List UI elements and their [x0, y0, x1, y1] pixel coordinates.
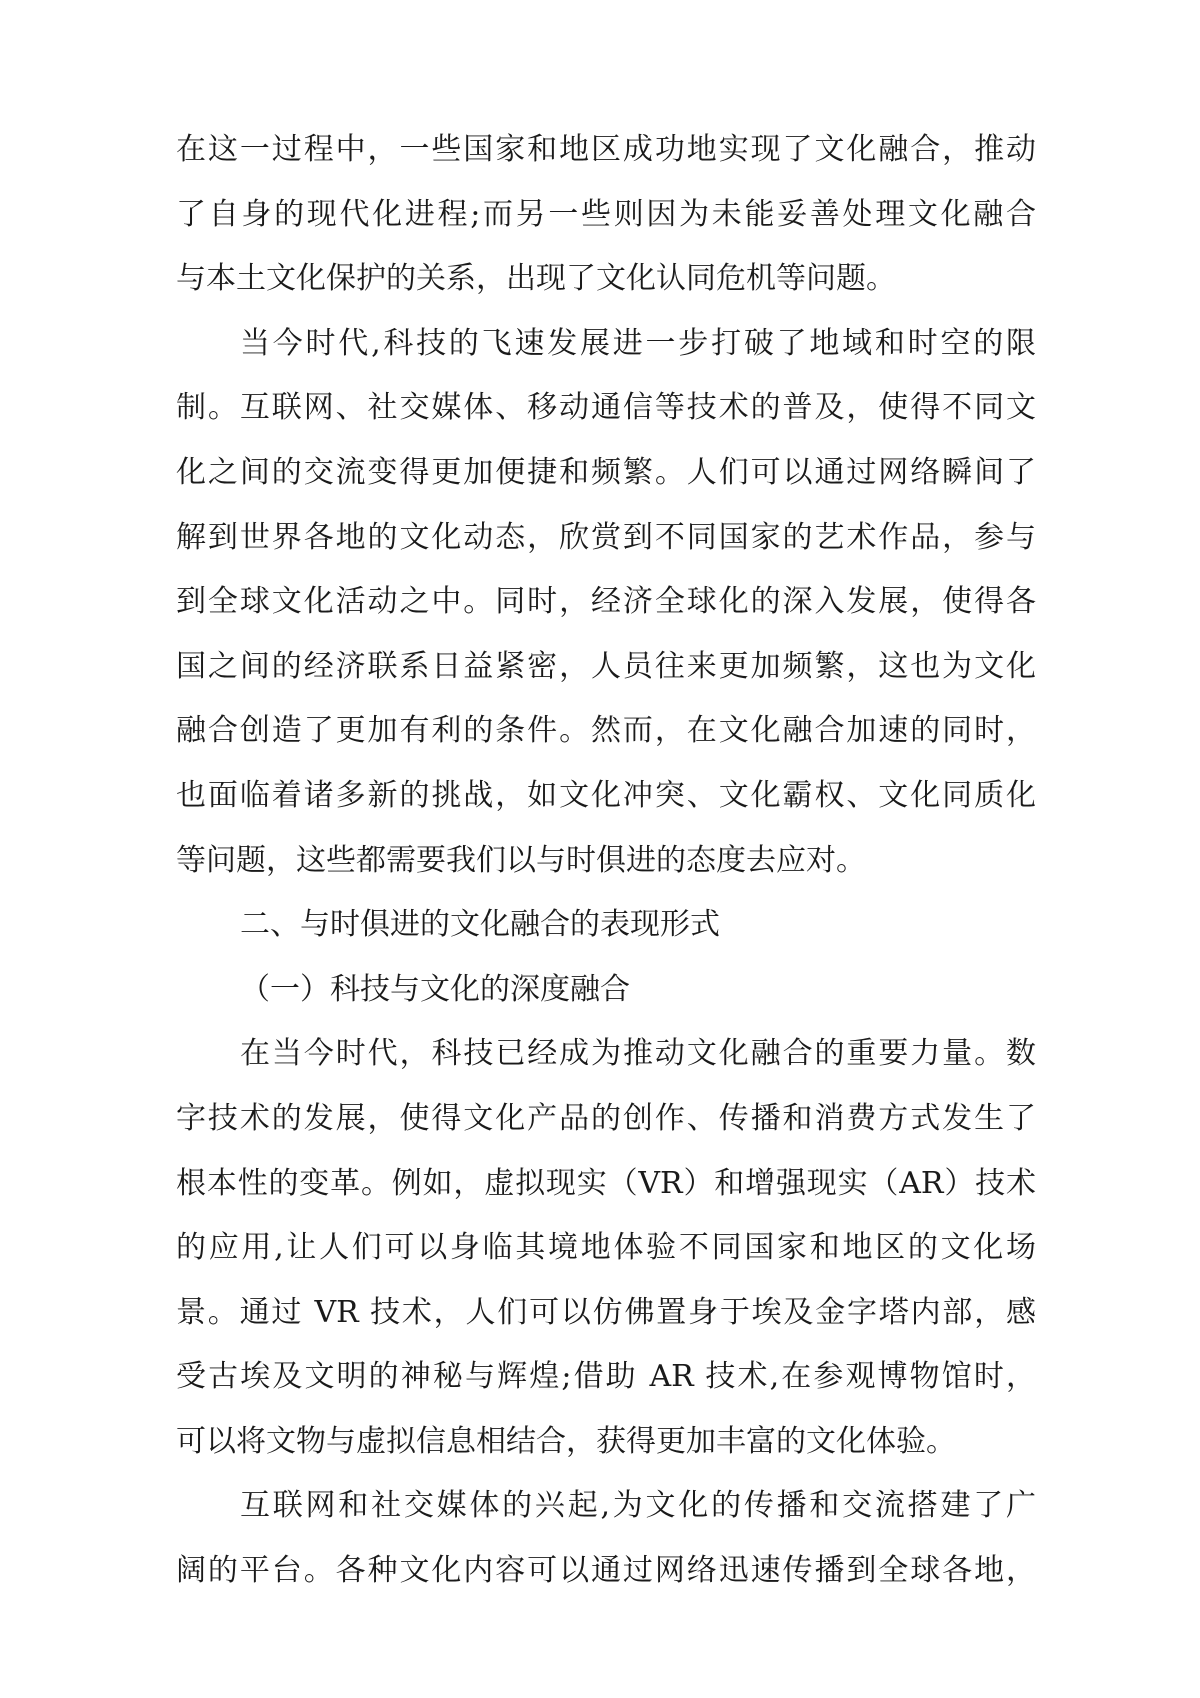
text-line: 了自身的现代化进程;而另一些则因为未能妥善处理文化融合 — [176, 196, 1036, 232]
text-line: 到全球文化活动之中。同时，经济全球化的深入发展，使得各 — [176, 584, 1036, 620]
paragraph — [176, 1022, 1036, 1474]
text-line: 也面临着诸多新的挑战，如文化冲突、文化霸权、文化同质化 — [176, 777, 1036, 813]
text-line: 解到世界各地的文化动态，欣赏到不同国家的艺术作品，参与 — [176, 519, 1036, 555]
text-line: 当今时代,科技的飞速发展进一步打破了地域和时空的限 — [240, 325, 1036, 361]
text-line: 景。通过 VR 技术，人们可以仿佛置身于埃及金字塔内部，感 — [176, 1294, 1036, 1330]
paragraph — [176, 118, 1036, 312]
section-heading — [176, 893, 1036, 958]
text-line: 在这一过程中，一些国家和地区成功地实现了文化融合，推动 — [176, 132, 1036, 167]
paragraph — [176, 312, 1036, 893]
text-line: 受古埃及文明的神秘与辉煌;借助 AR 技术,在参观博物馆时， — [176, 1359, 1036, 1395]
text-line: 阔的平台。各种文化内容可以通过网络迅速传播到全球各地， — [176, 1553, 1036, 1589]
text-line: 融合创造了更加有利的条件。然而，在文化融合加速的同时， — [176, 713, 1036, 749]
text-line: 化之间的交流变得更加便捷和频繁。人们可以通过网络瞬间了 — [176, 454, 1036, 490]
paragraph — [176, 1474, 1036, 1603]
text-line: 国之间的经济联系日益紧密，人员往来更加频繁，这也为文化 — [176, 648, 1036, 684]
text-line: 可以将文物与虚拟信息相结合，获得更加丰富的文化体验。 — [176, 1423, 956, 1459]
section-heading-text: 二、与时俱进的文化融合的表现形式 — [240, 907, 720, 943]
text-line: 根本性的变革。例如，虚拟现实（VR）和增强现实（AR）技术 — [176, 1165, 1036, 1201]
subsection-heading-text: （一）科技与文化的深度融合 — [240, 971, 630, 1007]
text-line: 制。互联网、社交媒体、移动通信等技术的普及，使得不同文 — [176, 390, 1036, 426]
text-line: 在当今时代，科技已经成为推动文化融合的重要力量。数 — [240, 1036, 1036, 1072]
text-line: 的应用,让人们可以身临其境地体验不同国家和地区的文化场 — [176, 1230, 1036, 1266]
text-line: 互联网和社交媒体的兴起,为文化的传播和交流搭建了广 — [240, 1488, 1036, 1524]
subsection-heading — [176, 958, 1036, 1023]
text-line: 等问题，这些都需要我们以与时俱进的态度去应对。 — [176, 842, 866, 878]
text-line: 字技术的发展，使得文化产品的创作、传播和消费方式发生了 — [176, 1100, 1036, 1136]
document-body — [176, 118, 1036, 1604]
text-line: 与本土文化保护的关系，出现了文化认同危机等问题。 — [176, 261, 896, 297]
